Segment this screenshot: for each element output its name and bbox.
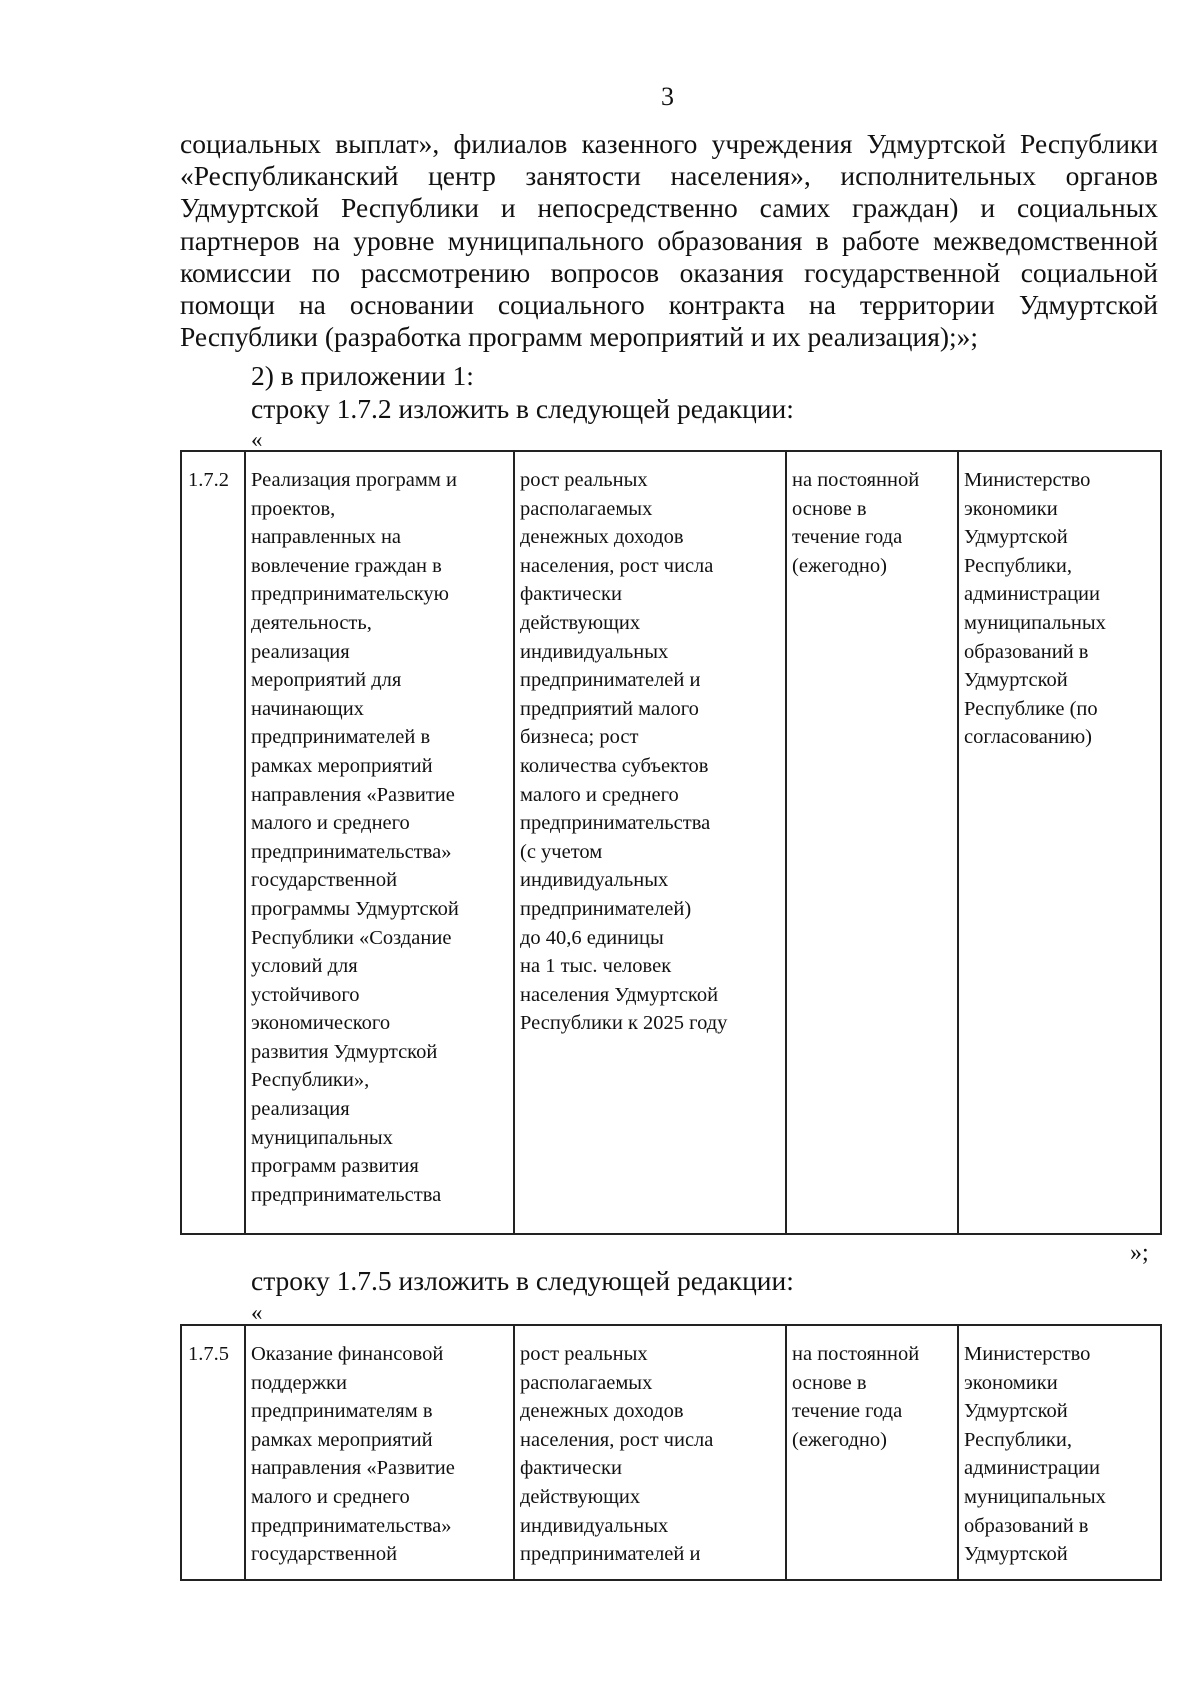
cell-text-line: муниципальных <box>964 611 1106 634</box>
table-row-1-7-2 <box>180 450 1162 1235</box>
cell-text-line: направления «Развитие <box>251 1457 455 1480</box>
cell-text-line: программ развития <box>251 1155 419 1178</box>
cell-text-line: предпринимательства» <box>251 1514 452 1537</box>
row-number: 1.7.5 <box>188 1343 229 1365</box>
cell-text-line: начинающих <box>251 697 364 720</box>
cell-text-line: программы Удмуртской <box>251 897 459 920</box>
cell-text-line: денежных доходов <box>520 1400 684 1423</box>
cell-text-line: поддержки <box>251 1371 347 1394</box>
cell-text-line: индивидуальных <box>520 1514 669 1537</box>
cell-text-line: предприятий малого <box>520 697 699 720</box>
cell-text-line: располагаемых <box>520 1371 653 1394</box>
cell-text-line: Республики «Создание <box>251 926 452 949</box>
cell-text-line: денежных доходов <box>520 526 684 549</box>
table-row <box>181 1325 1161 1580</box>
cell-text-line: рост реальных <box>520 1343 648 1365</box>
row-number-cell <box>181 451 245 1234</box>
row-1-7-5-intro: строку 1.7.5 изложить в следующей редакции: <box>251 1265 794 1296</box>
row-1-7-2-intro: строку 1.7.2 изложить в следующей редакции: <box>251 393 794 424</box>
opening-quote-2: « <box>251 1300 263 1325</box>
row-number-cell <box>181 1325 245 1580</box>
cell-text-line: Оказание финансовой <box>251 1343 444 1365</box>
cell-text-line: Республики к 2025 году <box>520 1012 728 1035</box>
cell-text-line: администрации <box>964 583 1100 606</box>
cell-text-line: Удмуртской <box>964 669 1068 692</box>
cell-text-line: Республики, <box>964 1428 1072 1451</box>
cell-text-line: деятельность, <box>251 611 372 634</box>
cell-text-line: рамках мероприятий <box>251 754 433 777</box>
cell-text-line: Республике (по <box>964 697 1098 720</box>
cell-text-line: количества субъектов <box>520 754 709 777</box>
cell-text-line: малого и среднего <box>520 783 679 806</box>
cell-text-line: предпринимателей в <box>251 726 431 749</box>
cell-text-line: рост реальных <box>520 469 648 491</box>
cell-text-line: предпринимательства <box>251 1183 442 1206</box>
cell-text-line: реализация <box>251 1098 350 1121</box>
cell-text-line: Реализация программ и <box>251 469 457 491</box>
cell-text-line: малого и среднего <box>251 1485 410 1508</box>
table-row <box>181 451 1161 1234</box>
cell-text-line: бизнеса; рост <box>520 726 639 749</box>
cell-text-line: предпринимателей и <box>520 1543 701 1566</box>
cell-text-line: Министерство <box>964 1343 1091 1365</box>
cell-text-line: устойчивого <box>251 983 360 1006</box>
cell-text-line: на 1 тыс. человек <box>520 955 672 978</box>
cell-text-line: на постоянной <box>792 1343 920 1365</box>
cell-text-line: экономики <box>964 1371 1058 1394</box>
description-cell <box>245 1325 514 1580</box>
cell-text-line: до 40,6 единицы <box>520 926 664 949</box>
cell-text-line: индивидуальных <box>520 869 669 892</box>
cell-text-line: населения Удмуртской <box>520 983 719 1006</box>
cell-text-line: на постоянной <box>792 469 920 491</box>
cell-text-line: мероприятий для <box>251 669 402 692</box>
result-cell <box>514 451 786 1234</box>
cell-text-line: рамках мероприятий <box>251 1428 433 1451</box>
cell-text-line: Удмуртской <box>964 1400 1068 1423</box>
cell-text-line: населения, рост числа <box>520 554 714 577</box>
cell-text-line: основе в <box>792 1371 867 1394</box>
responsible-cell <box>958 451 1161 1234</box>
cell-text-line: направления «Развитие <box>251 783 455 806</box>
cell-text-line: располагаемых <box>520 497 653 520</box>
cell-text-line: предпринимателей) <box>520 897 692 920</box>
cell-text-line: основе в <box>792 497 867 520</box>
cell-text-line: (с учетом <box>520 840 603 863</box>
term-cell <box>786 451 958 1234</box>
cell-text-line: экономического <box>251 1012 391 1035</box>
cell-text-line: реализация <box>251 640 350 663</box>
result-cell <box>514 1325 786 1580</box>
cell-text-line: экономики <box>964 497 1058 520</box>
cell-text-line: (ежегодно) <box>792 554 887 577</box>
cell-text-line: направленных на <box>251 526 402 549</box>
cell-text-line: вовлечение граждан в <box>251 554 442 577</box>
cell-text-line: предпринимателям в <box>251 1400 433 1423</box>
cell-text-line: муниципальных <box>251 1126 393 1149</box>
cell-text-line: Республики, <box>964 554 1072 577</box>
cell-text-line: развития Удмуртской <box>251 1040 438 1063</box>
opening-quote-1: « <box>251 427 263 452</box>
cell-text-line: условий для <box>251 955 358 978</box>
cell-text-line: образований в <box>964 640 1089 663</box>
cell-text-line: течение года <box>792 1400 903 1423</box>
cell-text-line: Удмуртской <box>964 1543 1068 1566</box>
cell-text-line: Республики», <box>251 1069 370 1092</box>
cell-text-line: Министерство <box>964 469 1091 491</box>
item-2-heading: 2) в приложении 1: <box>251 360 474 391</box>
cell-text-line: течение года <box>792 526 903 549</box>
cell-text-line: предпринимательскую <box>251 583 449 606</box>
cell-text-line: государственной <box>251 1543 398 1566</box>
cell-text-line: согласованию) <box>964 726 1092 749</box>
intro-paragraph: социальных выплат», филиалов казенного учреждения Удмуртской Республики «Республиканский центр занятости населения», исполнительных органов Удмуртской Республики и непосредственно самих граждан) и социальных партнеров на уровне муниципального образования в работе межведомственной комиссии по рассмотрению вопросов оказания государственной социальной помощи на основании социального контракта на территории Удмуртской Республики (разработка программ мероприятий и их реализация);»; <box>180 128 1158 353</box>
cell-text-line: образований в <box>964 1514 1089 1537</box>
cell-text-line: действующих <box>520 1485 641 1508</box>
description-cell <box>245 451 514 1234</box>
cell-text-line: индивидуальных <box>520 640 669 663</box>
cell-text-line: (ежегодно) <box>792 1428 887 1451</box>
row-number: 1.7.2 <box>188 469 229 491</box>
cell-text-line: фактически <box>520 1457 622 1480</box>
cell-text-line: фактически <box>520 583 622 606</box>
cell-text-line: действующих <box>520 611 641 634</box>
cell-text-line: Удмуртской <box>964 526 1068 549</box>
cell-text-line: муниципальных <box>964 1485 1106 1508</box>
cell-text-line: государственной <box>251 869 398 892</box>
closing-quote: »; <box>1130 1240 1149 1266</box>
term-cell <box>786 1325 958 1580</box>
responsible-cell <box>958 1325 1161 1580</box>
cell-text-line: администрации <box>964 1457 1100 1480</box>
cell-text-line: предпринимательства» <box>251 840 452 863</box>
table-row-1-7-5 <box>180 1324 1162 1581</box>
cell-text-line: предпринимателей и <box>520 669 701 692</box>
cell-text-line: предпринимательства <box>520 812 711 835</box>
cell-text-line: малого и среднего <box>251 812 410 835</box>
page-number: 3 <box>661 82 674 111</box>
cell-text-line: проектов, <box>251 497 336 520</box>
cell-text-line: населения, рост числа <box>520 1428 714 1451</box>
